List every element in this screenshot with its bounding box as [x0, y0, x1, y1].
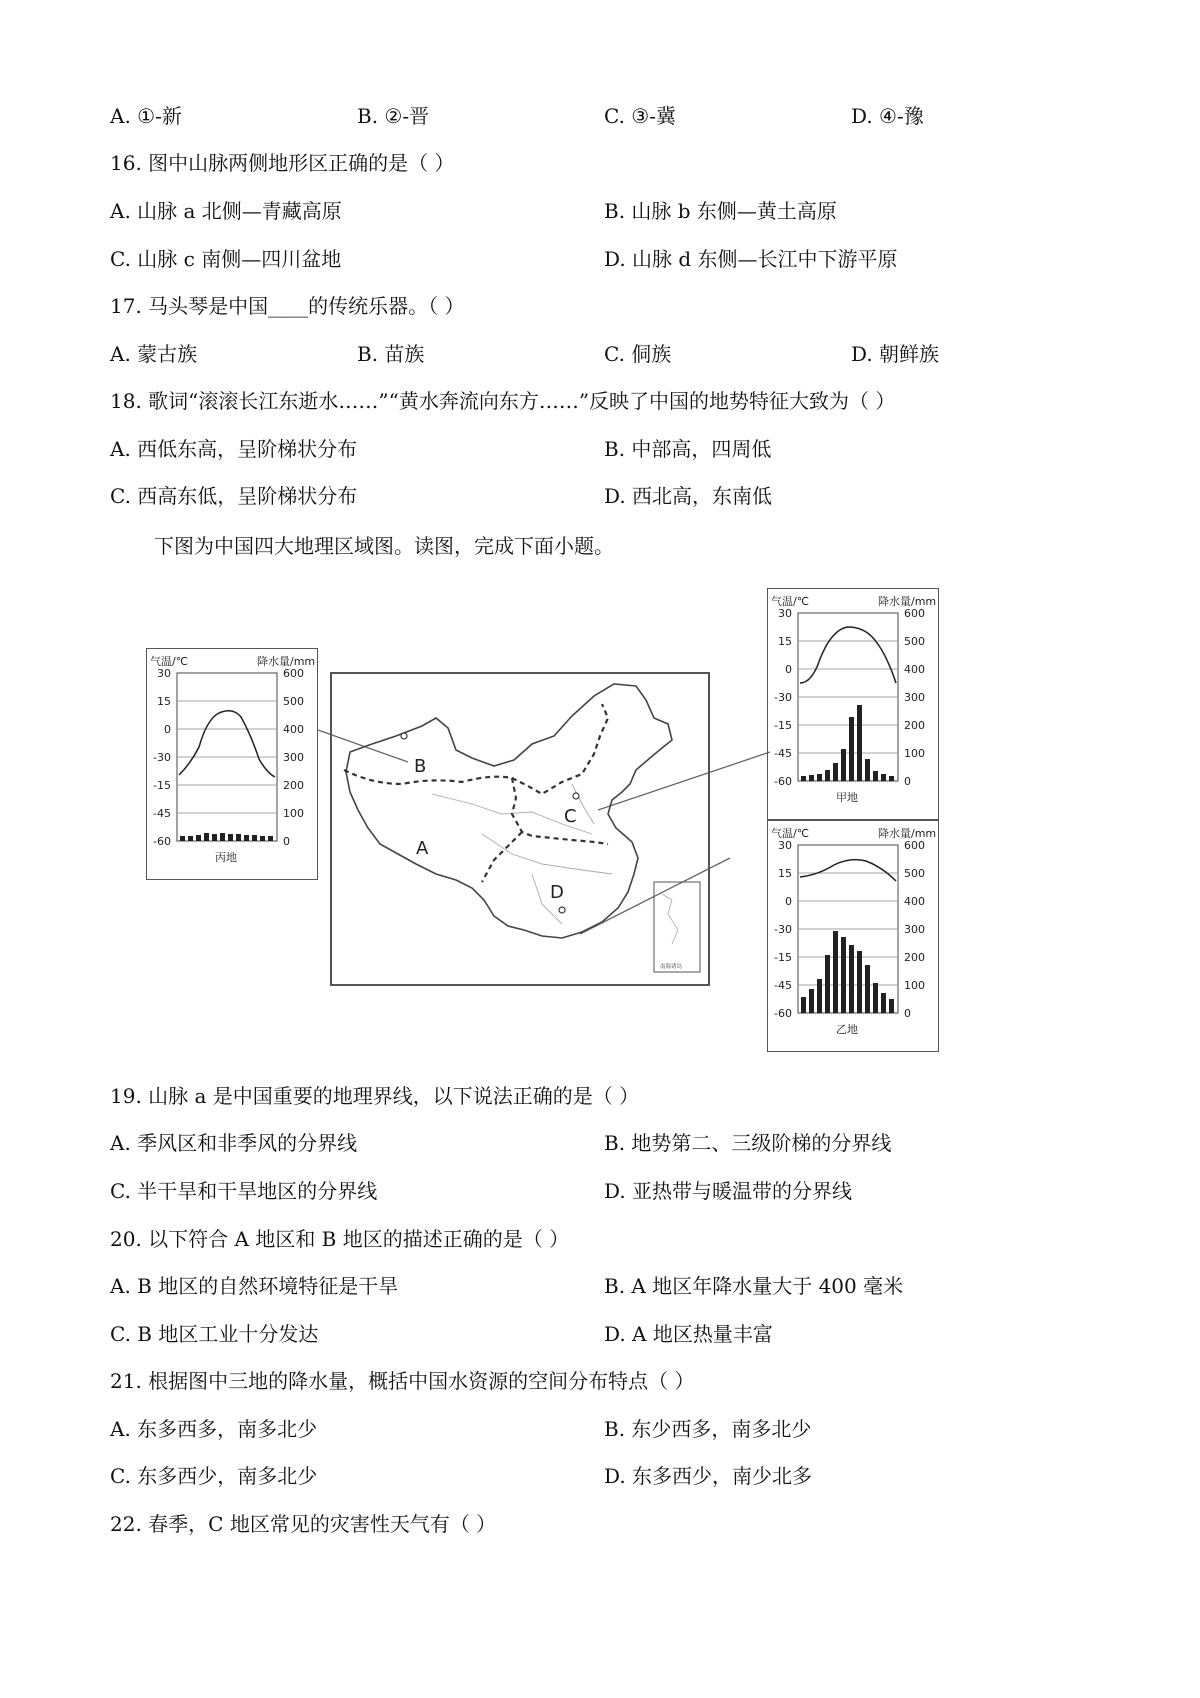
q22-stem: 22. 春季，C 地区常见的灾害性天气有（ ） [110, 1512, 497, 1536]
jia-precip-tick: 200 [904, 719, 925, 732]
q21-stem: 21. 根据图中三地的降水量，概括中国水资源的空间分布特点（ ） [110, 1369, 695, 1393]
bing-precip-tick: 200 [283, 779, 304, 792]
bing-precip-tick: 0 [283, 835, 290, 848]
bing-temp-label: 气温/℃ [150, 655, 189, 668]
yi-precip-tick: 500 [904, 867, 925, 880]
q17-option-a: A. 蒙古族 [110, 342, 198, 366]
yi-temp-tick: -60 [774, 1007, 792, 1020]
q16-option-c: C. 山脉 c 南侧—四川盆地 [110, 247, 342, 271]
bing-precip-tick: 300 [283, 751, 304, 764]
climate-chart-jia-svg [768, 589, 938, 819]
q18-option-b: B. 中部高，四周低 [604, 437, 772, 461]
jia-precip-label: 降水量/mm [878, 595, 937, 608]
q15-option-b: B. ②-晋 [357, 104, 430, 128]
figure-intro: 下图为中国四大地理区域图。读图，完成下面小题。 [154, 534, 614, 558]
yi-temp-tick: 0 [785, 895, 792, 908]
jia-temp-label: 气温/℃ [771, 595, 810, 608]
climate-chart-bing-svg [147, 649, 317, 879]
bing-station-label: 丙地 [215, 851, 237, 864]
q15-option-d: D. ④-豫 [851, 104, 924, 128]
q21-option-a: A. 东多西多，南多北少 [110, 1417, 318, 1441]
q16-option-d: D. 山脉 d 东侧—长江中下游平原 [604, 247, 898, 271]
q20-option-a: A. B 地区的自然环境特征是干旱 [110, 1274, 399, 1298]
yi-precip-tick: 0 [904, 1007, 911, 1020]
climate-chart-bing [146, 648, 318, 880]
q17-option-b: B. 苗族 [357, 342, 425, 366]
yi-precip-label: 降水量/mm [878, 827, 937, 840]
yi-temp-tick: -45 [774, 979, 792, 992]
q18-option-d: D. 西北高，东南低 [604, 484, 773, 508]
yi-precip-tick: 200 [904, 951, 925, 964]
jia-precip-tick: 0 [904, 775, 911, 788]
q18-option-a: A. 西低东高，呈阶梯状分布 [110, 437, 358, 461]
bing-precip-bars [180, 833, 273, 841]
jia-temp-tick: 15 [778, 635, 792, 648]
jia-station-label: 甲地 [836, 791, 858, 804]
jia-precip-tick: 500 [904, 635, 925, 648]
yi-temp-tick: -30 [774, 923, 792, 936]
q17-stem: 17. 马头琴是中国____的传统乐器。（ ） [110, 294, 465, 318]
q19-option-d: D. 亚热带与暖温带的分界线 [604, 1179, 853, 1203]
climate-chart-yi [767, 820, 939, 1052]
qinling-boundary [512, 778, 608, 844]
jia-precip-tick: 600 [904, 607, 925, 620]
bing-temp-tick: -15 [153, 779, 171, 792]
yi-station-label: 乙地 [836, 1023, 858, 1036]
yi-temp-tick: 30 [778, 839, 792, 852]
jia-temp-tick: -30 [774, 691, 792, 704]
bing-temp-tick: 15 [157, 695, 171, 708]
bing-precip-tick: 600 [283, 667, 304, 680]
q19-option-b: B. 地势第二、三级阶梯的分界线 [604, 1131, 892, 1155]
bing-temp-tick: 30 [157, 667, 171, 680]
climate-chart-yi-svg [768, 821, 938, 1051]
q20-option-c: C. B 地区工业十分发达 [110, 1322, 319, 1346]
jia-temp-tick: 0 [785, 663, 792, 676]
q19-option-c: C. 半干旱和干旱地区的分界线 [110, 1179, 378, 1203]
q16-stem: 16. 图中山脉两侧地形区正确的是（ ） [110, 151, 455, 175]
bing-precip-tick: 500 [283, 695, 304, 708]
region-label-c: C [564, 806, 577, 827]
jia-temp-curve [800, 627, 896, 683]
plateau-boundary [482, 832, 522, 882]
inset-label: 南海诸岛 [660, 964, 683, 970]
bing-precip-tick: 100 [283, 807, 304, 820]
yi-precip-tick: 300 [904, 923, 925, 936]
q19-option-a: A. 季风区和非季风的分界线 [110, 1131, 358, 1155]
jia-temp-tick: -60 [774, 775, 792, 788]
climate-chart-jia [767, 588, 939, 820]
bing-temp-curve [179, 711, 275, 777]
jia-precip-tick: 100 [904, 747, 925, 760]
yi-precip-tick: 600 [904, 839, 925, 852]
yi-temp-label: 气温/℃ [771, 827, 810, 840]
q17-option-c: C. 侗族 [604, 342, 672, 366]
china-regions-map [330, 672, 710, 986]
jia-precip-tick: 300 [904, 691, 925, 704]
q21-option-b: B. 东少西多，南多北少 [604, 1417, 812, 1441]
q21-option-c: C. 东多西少，南多北少 [110, 1464, 318, 1488]
yi-temp-tick: -15 [774, 951, 792, 964]
q20-option-d: D. A 地区热量丰富 [604, 1322, 773, 1346]
region-label-a: A [416, 838, 429, 859]
q17-option-d: D. 朝鲜族 [851, 342, 940, 366]
china-outline [346, 684, 672, 938]
jia-temp-tick: -15 [774, 719, 792, 732]
q18-stem: 18. 歌词“滚滚长江东逝水……”“黄水奔流向东方……”反映了中国的地势特征大致为（ ） [110, 389, 896, 413]
q21-option-d: D. 东多西少，南少北多 [604, 1464, 813, 1488]
q18-option-c: C. 西高东低，呈阶梯状分布 [110, 484, 358, 508]
bing-temp-tick: -30 [153, 751, 171, 764]
q16-option-b: B. 山脉 b 东侧—黄土高原 [604, 199, 837, 223]
yi-temp-curve [800, 860, 896, 881]
q19-stem: 19. 山脉 a 是中国重要的地理界线，以下说法正确的是（ ） [110, 1084, 640, 1108]
q20-stem: 20. 以下符合 A 地区和 B 地区的描述正确的是（ ） [110, 1227, 570, 1251]
q15-option-c: C. ③-冀 [604, 104, 676, 128]
bing-precip-tick: 400 [283, 723, 304, 736]
region-label-d: D [550, 882, 564, 903]
bing-temp-tick: -60 [153, 835, 171, 848]
q16-option-a: A. 山脉 a 北侧—青藏高原 [110, 199, 342, 223]
north-boundary [344, 704, 608, 794]
bing-temp-tick: 0 [164, 723, 171, 736]
jia-temp-tick: -45 [774, 747, 792, 760]
bing-precip-label: 降水量/mm [257, 655, 316, 668]
region-label-b: B [414, 756, 427, 777]
jia-precip-bars [801, 705, 894, 781]
yi-precip-tick: 400 [904, 895, 925, 908]
bing-temp-tick: -45 [153, 807, 171, 820]
yi-precip-bars [801, 931, 894, 1013]
q15-option-a: A. ①-新 [110, 104, 182, 128]
yi-precip-tick: 100 [904, 979, 925, 992]
jia-precip-tick: 400 [904, 663, 925, 676]
jia-temp-tick: 30 [778, 607, 792, 620]
q20-option-b: B. A 地区年降水量大于 400 毫米 [604, 1274, 904, 1298]
yi-temp-tick: 15 [778, 867, 792, 880]
